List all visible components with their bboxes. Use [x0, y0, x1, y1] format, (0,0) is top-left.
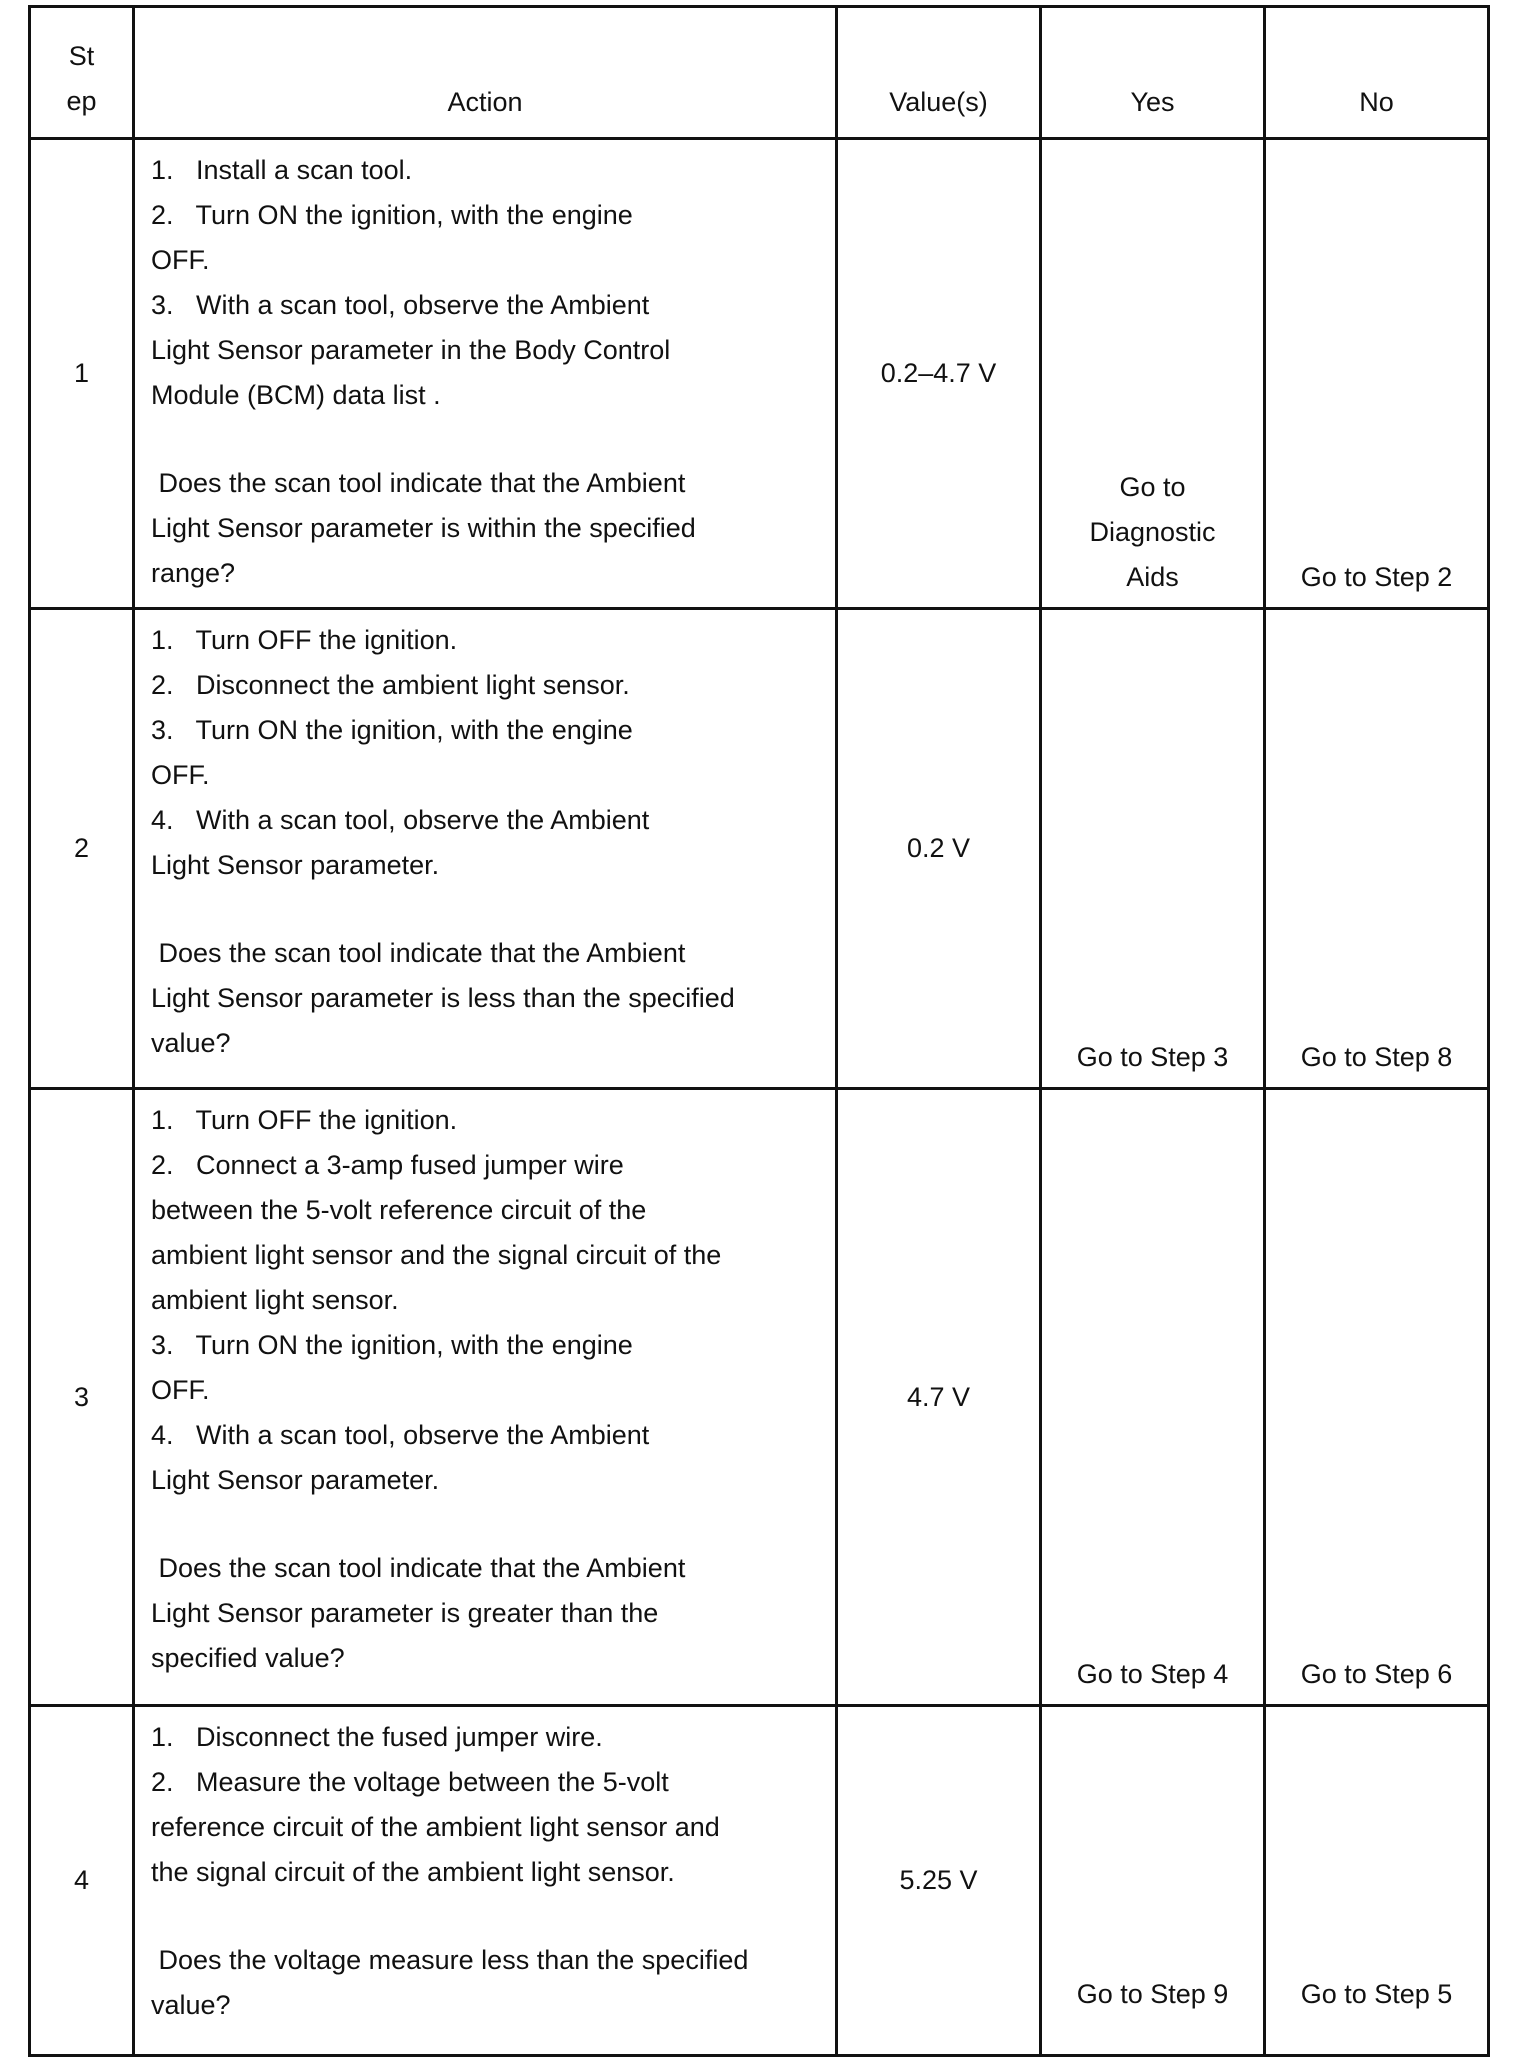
step-number: 1	[73, 358, 90, 388]
table-rule	[1487, 5, 1490, 2057]
no-cell: Go to Step 8	[1300, 1042, 1453, 1072]
value-cell: 0.2–4.7 V	[880, 358, 997, 388]
header-step: St ep	[66, 41, 97, 116]
step-number: 2	[73, 833, 90, 863]
header-action: Action	[447, 87, 523, 117]
action-cell: 1. Turn OFF the ignition. 2. Connect a 3-amp fused jumper wire between the 5-volt reference circuit of the ambient light sensor and the signal circuit of the ambient light sensor. 3. Turn ON the ignition, with the engine OFF. 4. With a scan tool, observe the Ambient Light Sensor parameter. Does the scan tool indicate that the Ambient Light Sensor parameter is greater than the specified value?	[151, 1105, 722, 1673]
action-cell: 1. Install a scan tool. 2. Turn ON the ignition, with the engine OFF. 3. With a scan tool, observe the Ambient Light Sensor parameter in the Body Control Module (BCM) data list . Does the scan tool indicate that the Ambient Light Sensor parameter is within the specified range?	[151, 155, 696, 588]
header-yes: Yes	[1130, 87, 1175, 117]
value-cell: 0.2 V	[906, 833, 971, 863]
value-cell: 5.25 V	[899, 1865, 978, 1895]
yes-cell: Go to Step 3	[1076, 1042, 1229, 1072]
action-cell: 1. Turn OFF the ignition. 2. Disconnect the ambient light sensor. 3. Turn ON the ignition, with the engine OFF. 4. With a scan tool, observe the Ambient Light Sensor parameter. Does the scan tool indicate that the Ambient Light Sensor parameter is less than the specified value?	[151, 625, 735, 1058]
step-number: 4	[73, 1865, 90, 1895]
table-rule	[28, 5, 1490, 8]
header-values: Value(s)	[889, 87, 988, 117]
no-cell: Go to Step 2	[1300, 562, 1453, 592]
yes-cell: Go to Diagnostic Aids	[1089, 472, 1216, 592]
value-cell: 4.7 V	[906, 1381, 971, 1412]
yes-cell: Go to Step 9	[1076, 1979, 1229, 2009]
header-no: No	[1359, 87, 1394, 117]
action-cell: 1. Disconnect the fused jumper wire. 2. Measure the voltage between the 5-volt reference circuit of the ambient light sensor and the signal circuit of the ambient light sensor. Does the voltage measure less than the specified value?	[151, 1722, 749, 2020]
no-cell: Go to Step 6	[1300, 1659, 1453, 1689]
no-cell: Go to Step 5	[1300, 1979, 1453, 2009]
yes-cell: Go to Step 4	[1076, 1659, 1229, 1689]
step-number: 3	[73, 1381, 90, 1412]
